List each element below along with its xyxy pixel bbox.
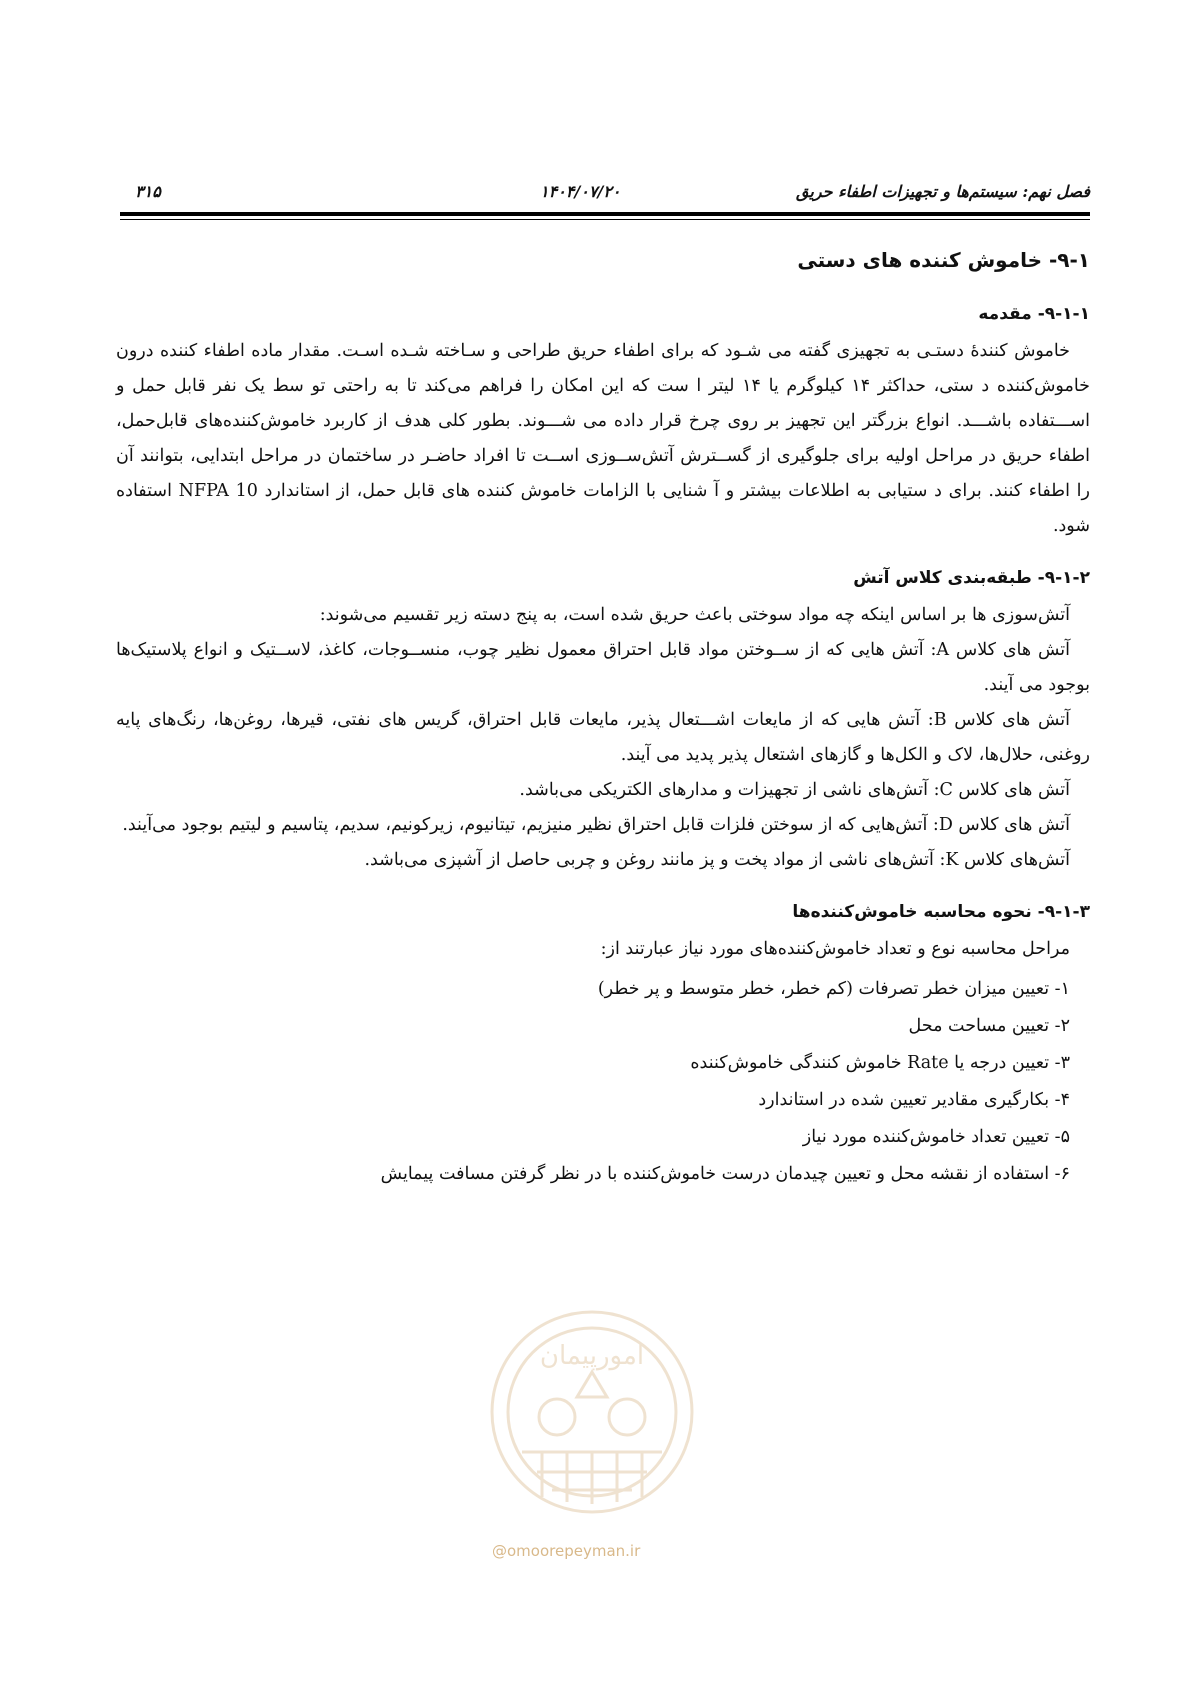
watermark-site: @omoorepeyman.ir: [492, 1542, 641, 1560]
list-item: ۶- استفاده از نقشه محل و تعیین چیدمان درست خاموش‌کننده با در نظر گرفتن مسافت پیمایش: [380, 1164, 1070, 1184]
svg-text:امورپیمان: امورپیمان: [539, 1341, 645, 1371]
list-item: ۵- تعیین تعداد خاموش‌کننده مورد نیاز: [802, 1127, 1070, 1147]
fire-class-a: آتش های کلاس A: آتش هایی که از ســوختن مواد قابل احتراق معمول نظیر چوب، منســوجات، کاغذ، لاســتیک و انواع پلاستیک‌ها بوجود می آیند.: [116, 640, 1090, 695]
fire-class-d: آتش های کلاس D: آتش‌هایی که از سوختن فلزات قابل احتراق نظیر منیزیم، تیتانیوم، زیرکونیم، سدیم، پتاسیم و لیتیم بوجود می‌آیند.: [122, 815, 1070, 835]
subsection-calc-title: ۹-۱-۳- نحوه محاسبه خاموش‌کننده‌ها: [792, 902, 1090, 922]
header-rule-thick: [120, 212, 1090, 216]
page-content: [116, 244, 1090, 1193]
list-item: ۳- تعیین درجه یا Rate خاموش کنندگی خاموش‌کننده: [690, 1053, 1070, 1073]
list-item: ۱- تعیین میزان خطر تصرفات (کم خطر، خطر متوسط و پر خطر): [597, 979, 1070, 999]
page-number: ۳۱۵: [135, 182, 161, 201]
subsection-fire-class-title: ۹-۱-۲- طبقه‌بندی کلاس آتش: [853, 568, 1090, 588]
list-item: ۴- بکارگیری مقادیر تعیین شده در استاندارد: [758, 1090, 1070, 1110]
intro-paragraph: خاموش کنندهٔ دستـی به تجهیزی گفته می شـود که برای اطفاء حریق طراحی و سـاخته شـده اسـت. مقدار ماده اطفاء کننده درون خاموش‌کننده د ستی، حداکثر ۱۴ کیلوگرم یا ۱۴ لیتر ا ست که این امکان را فراهم می‌کند تا به راحتی تو سط یک نفر قابل حمل و اســـتفاده باشـــد. انواع بزرگتر این تجهیز بر روی چرخ قرار داده می شـــوند. بطور کلی هدف از کاربرد خاموش‌کننده‌های قابل‌حمل، اطفاء حریق در مراحل اولیه برای جلوگیری از گســترش آتش‌ســوزی اســت تا افراد حاضـر در ساختمان در مراحل ابتدایی، بتوانند آن را اطفاء کنند. برای د ستیابی به اطلاعات بیشتر و آ شنایی با الزامات خاموش کننده های قابل حمل، از استاندارد NFPA 10 استفاده شود.: [116, 341, 1090, 536]
section-title: ۹-۱- خاموش کننده های دستی: [797, 248, 1090, 272]
fire-class-k: آتش‌های کلاس K: آتش‌های ناشی از مواد پخت و پز مانند روغن و چربی حاصل از آشپزی می‌باشد.: [364, 850, 1070, 870]
page-header: [120, 182, 1090, 206]
header-rule-thin: [120, 219, 1090, 220]
watermark-seal-icon: [482, 1302, 702, 1522]
fire-class-b: آتش های کلاس B: آتش هایی که از مایعات اشـــتعال پذیر، مایعات قابل احتراق، گریس های نفتی، قیرها، روغن‌ها، رنگ‌های پایه روغنی، حلال‌ها، لاک و الکل‌ها و گازهای اشتعال پذیر پدید می آیند.: [116, 710, 1090, 765]
header-date: ۱۴۰۴/۰۷/۲۰: [540, 182, 621, 201]
fire-class-intro: آتش‌سوزی ها بر اساس اینکه چه مواد سوختی باعث حریق شده است، به پنج دسته زیر تقسیم می‌شوند:: [319, 605, 1070, 625]
fire-class-c: آتش های کلاس C: آتش‌های ناشی از تجهیزات و مدارهای الکتریکی می‌باشد.: [519, 780, 1070, 800]
list-item: ۲- تعیین مساحت محل: [908, 1016, 1070, 1036]
calc-intro: مراحل محاسبه نوع و تعداد خاموش‌کننده‌های مورد نیاز عبارتند از:: [600, 939, 1070, 959]
chapter-title: فصل نهم: سیستم‌ها و تجهیزات اطفاء حریق: [796, 182, 1090, 201]
calc-steps-list: [116, 971, 1090, 1193]
subsection-intro-title: ۹-۱-۱- مقدمه: [978, 304, 1090, 324]
